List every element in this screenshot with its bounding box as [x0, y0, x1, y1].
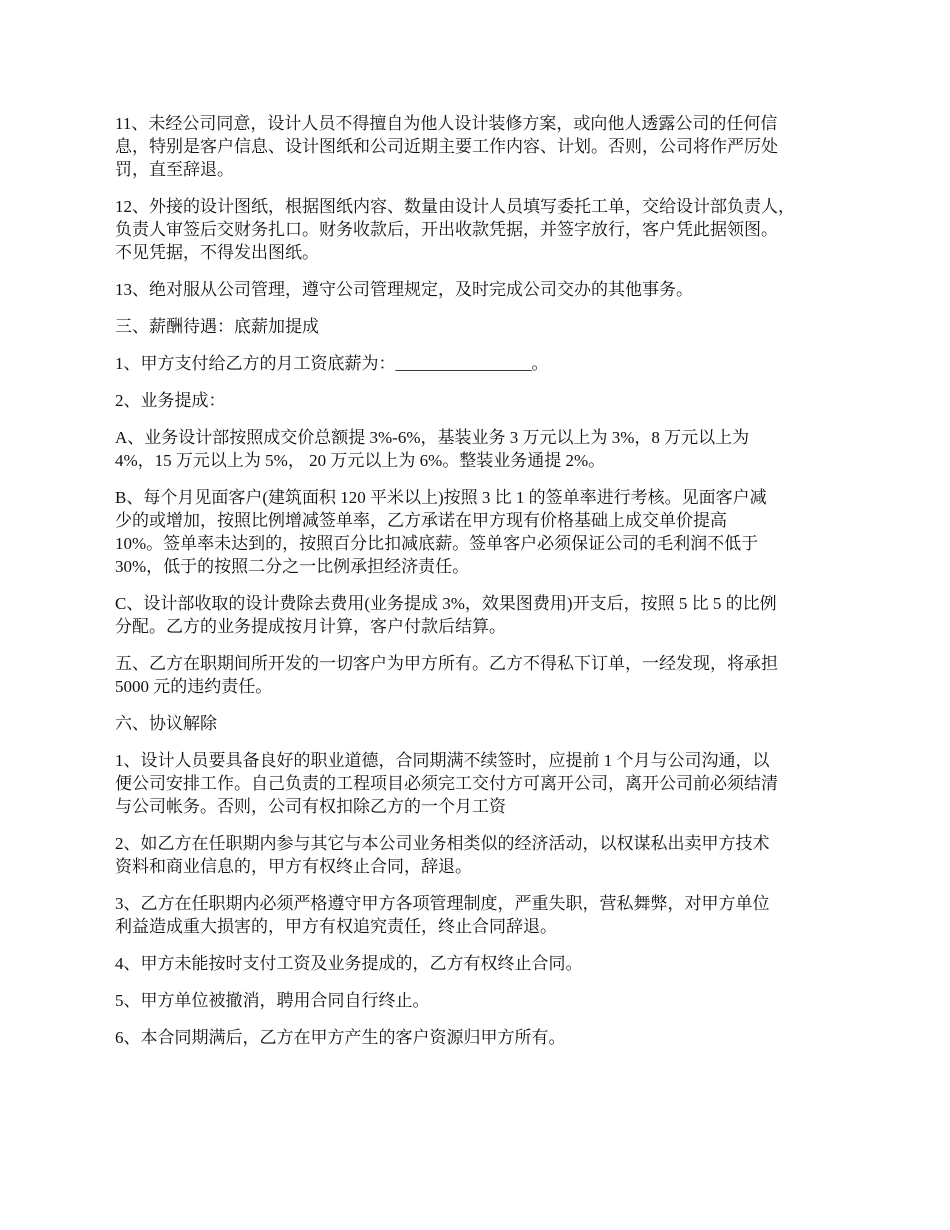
paragraph — [115, 195, 850, 264]
paragraph-line: 负责人审签后交财务扎口。财务收款后，开出收款凭据，并签字放行，客户凭此据领图。 — [115, 220, 778, 239]
paragraph — [115, 652, 850, 698]
paragraph — [115, 952, 850, 975]
paragraph-line: 资料和商业信息的，甲方有权终止合同，辞退。 — [115, 857, 472, 876]
paragraph-line: 13、绝对服从公司管理，遵守公司管理规定，及时完成公司交办的其他事务。 — [115, 280, 693, 299]
paragraph-line: 2、如乙方在任职期内参与其它与本公司业务相类似的经济活动，以权谋私出卖甲方技术 — [115, 834, 770, 853]
paragraph-line: 1、甲方支付给乙方的月工资底薪为：________________。 — [115, 354, 549, 373]
paragraph-line: 6、本合同期满后，乙方在甲方产生的客户资源归甲方所有。 — [115, 1028, 566, 1047]
paragraph-line: C、设计部收取的设计费除去费用(业务提成 3%，效果图费用)开支后，按照 5 比 5 的比例 — [115, 594, 777, 613]
paragraph-line: 10%。签单率未达到的，按照百分比扣减底薪。签单客户必须保证公司的毛利润不低于 — [115, 534, 759, 553]
paragraph-line: 11、未经公司同意，设计人员不得擅自为他人设计装修方案，或向他人透露公司的任何信 — [115, 114, 778, 133]
paragraph — [115, 892, 850, 938]
document-body — [115, 112, 850, 1063]
paragraph — [115, 278, 850, 301]
paragraph-line: 2、业务提成： — [115, 391, 226, 410]
paragraph-line: 4、甲方未能按时支付工资及业务提成的，乙方有权终止合同。 — [115, 954, 583, 973]
paragraph-line: A、业务设计部按照成交价总额提 3%-6%，基装业务 3 万元以上为 3%，8 万元以上为 — [115, 428, 750, 447]
paragraph — [115, 315, 850, 338]
paragraph-line: 分配。乙方的业务提成按月计算，客户付款后结算。 — [115, 617, 506, 636]
paragraph — [115, 712, 850, 735]
paragraph-line: 利益造成重大损害的，甲方有权追究责任，终止合同辞退。 — [115, 917, 557, 936]
paragraph — [115, 749, 850, 818]
paragraph-line: 六、协议解除 — [115, 714, 217, 733]
paragraph-line: 罚，直至辞退。 — [115, 160, 234, 179]
paragraph-line: 不见凭据，不得发出图纸。 — [115, 243, 319, 262]
paragraph — [115, 592, 850, 638]
paragraph-line: 少的或增加，按照比例增减签单率，乙方承诺在甲方现有价格基础上成交单价提高 — [115, 511, 727, 530]
paragraph — [115, 389, 850, 412]
paragraph-line: 5000 元的违约责任。 — [115, 677, 273, 696]
paragraph-line: 3、乙方在任职期内必须严格遵守甲方各项管理制度，严重失职，营私舞弊，对甲方单位 — [115, 894, 770, 913]
paragraph-line: 12、外接的设计图纸，根据图纸内容、数量由设计人员填写委托工单，交给设计部负责人， — [115, 197, 795, 216]
paragraph — [115, 352, 850, 375]
paragraph — [115, 832, 850, 878]
paragraph — [115, 112, 850, 181]
paragraph-line: 息，特别是客户信息、设计图纸和公司近期主要工作内容、计划。否则，公司将作严厉处 — [115, 137, 778, 156]
paragraph — [115, 486, 850, 578]
paragraph-line: 1、设计人员要具备良好的职业道德，合同期满不续签时，应提前 1 个月与公司沟通，以 — [115, 751, 770, 770]
paragraph-line: B、每个月见面客户(建筑面积 120 平米以上)按照 3 比 1 的签单率进行考核。见面客户减 — [115, 488, 767, 507]
paragraph-line: 4%，15 万元以上为 5%， 20 万元以上为 6%。整装业务通提 2%。 — [115, 451, 606, 470]
paragraph — [115, 989, 850, 1012]
paragraph-line: 便公司安排工作。自己负责的工程项目必须完工交付方可离开公司，离开公司前必须结清 — [115, 774, 778, 793]
paragraph-line: 5、甲方单位被撤消，聘用合同自行终止。 — [115, 991, 430, 1010]
paragraph-line: 三、薪酬待遇：底薪加提成 — [115, 317, 319, 336]
paragraph — [115, 1026, 850, 1049]
paragraph — [115, 426, 850, 472]
paragraph-line: 五、乙方在职期间所开发的一切客户为甲方所有。乙方不得私下订单，一经发现，将承担 — [115, 654, 778, 673]
paragraph-line: 与公司帐务。否则，公司有权扣除乙方的一个月工资 — [115, 797, 506, 816]
paragraph-line: 30%，低于的按照二分之一比例承担经济责任。 — [115, 557, 470, 576]
